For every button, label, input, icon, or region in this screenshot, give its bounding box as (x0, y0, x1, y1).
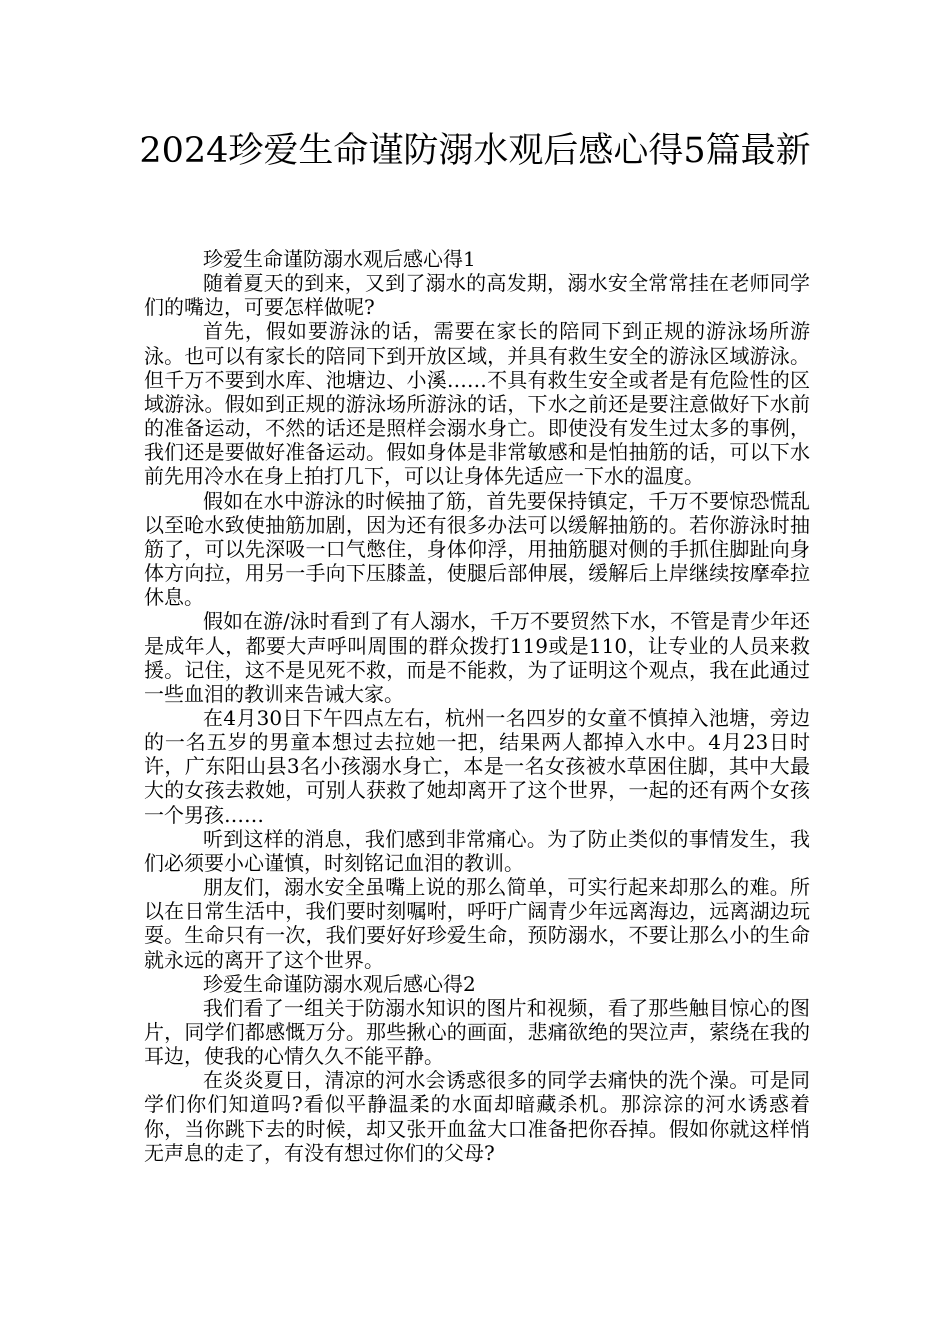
paragraph: 朋友们，溺水安全虽嘴上说的那么简单，可实行起来却那么的难。所以在日常生活中，我们要时刻嘱咐，呼吁广阔青少年远离海边，远离湖边玩耍。生命只有一次，我们要好好珍爱生命，预防溺水，不要让那么小的生命就永远的离开了这个世界。 (144, 875, 810, 972)
section-heading: 珍爱生命谨防溺水观后感心得1 (203, 247, 476, 271)
paragraph: 首先，假如要游泳的话，需要在家长的陪同下到正规的游泳场所游泳。也可以有家长的陪同下到开放区域，并具有救生安全的游泳区域游泳。但千万不要到水库、池塘边、小溪……不具有救生安全或者是有危险性的区域游泳。假如到正规的游泳场所游泳的话，下水之前还是要注意做好下水前的准备运动，不然的话还是照样会溺水身亡。即使没有发生过太多的事例，我们还是要做好准备运动。假如身体是非常敏感和是怕抽筋的话，可以下水前先用冷水在身上拍打几下，可以让身体先适应一下水的温度。 (144, 319, 810, 489)
paragraph: 在4月30日下午四点左右，杭州一名四岁的女童不慎掉入池塘，旁边的一名五岁的男童本想过去拉她一把，结果两人都掉入水中。4月23日时许，广东阳山县3名小孩溺水身亡，本是一名女孩被水草困住脚，其中大最大的女孩去救她，可别人获救了她却离开了这个世界，一起的还有两个女孩一个男孩…… (144, 705, 810, 827)
document-body (144, 247, 810, 1165)
paragraph: 听到这样的消息，我们感到非常痛心。为了防止类似的事情发生，我们必须要小心谨慎，时刻铭记血泪的教训。 (144, 826, 810, 875)
paragraph: 我们看了一组关于防溺水知识的图片和视频，看了那些触目惊心的图片，同学们都感慨万分。那些揪心的画面，悲痛欲绝的哭泣声，萦绕在我的耳边，使我的心情久久不能平静。 (144, 995, 810, 1069)
paragraph: 假如在游/泳时看到了有人溺水，千万不要贸然下水，不管是青少年还是成年人，都要大声呼叫周围的群众拨打119或是110，让专业的人员来救援。记住，这不是见死不救，而是不能救，为了证明这个观点，我在此通过一些血泪的教训来告诫大家。 (144, 609, 810, 706)
paragraph: 假如在水中游泳的时候抽了筋，首先要保持镇定，千万不要惊恐慌乱以至呛水致使抽筋加剧，因为还有很多办法可以缓解抽筋的。若你游泳时抽筋了，可以先深吸一口气憋住，身体仰浮，用抽筋腿对侧的手抓住脚趾向身体方向拉，用另一手向下压膝盖，使腿后部伸展，缓解后上岸继续按摩牵拉休息。 (144, 488, 810, 610)
paragraph: 在炎炎夏日，清凉的河水会诱惑很多的同学去痛快的洗个澡。可是同学们你们知道吗?看似平静温柔的水面却暗藏杀机。那淙淙的河水诱惑着你，当你跳下去的时候，却又张开血盆大口准备把你吞掉。假如你就这样悄无声息的走了，有没有想过你们的父母? (144, 1068, 810, 1165)
section-heading: 珍爱生命谨防溺水观后感心得2 (203, 971, 476, 996)
document-title: 2024珍爱生命谨防溺水观后感心得5篇最新 (139, 131, 811, 171)
paragraph: 随着夏天的到来，又到了溺水的高发期，溺水安全常常挂在老师同学们的嘴边，可要怎样做呢? (144, 271, 810, 320)
